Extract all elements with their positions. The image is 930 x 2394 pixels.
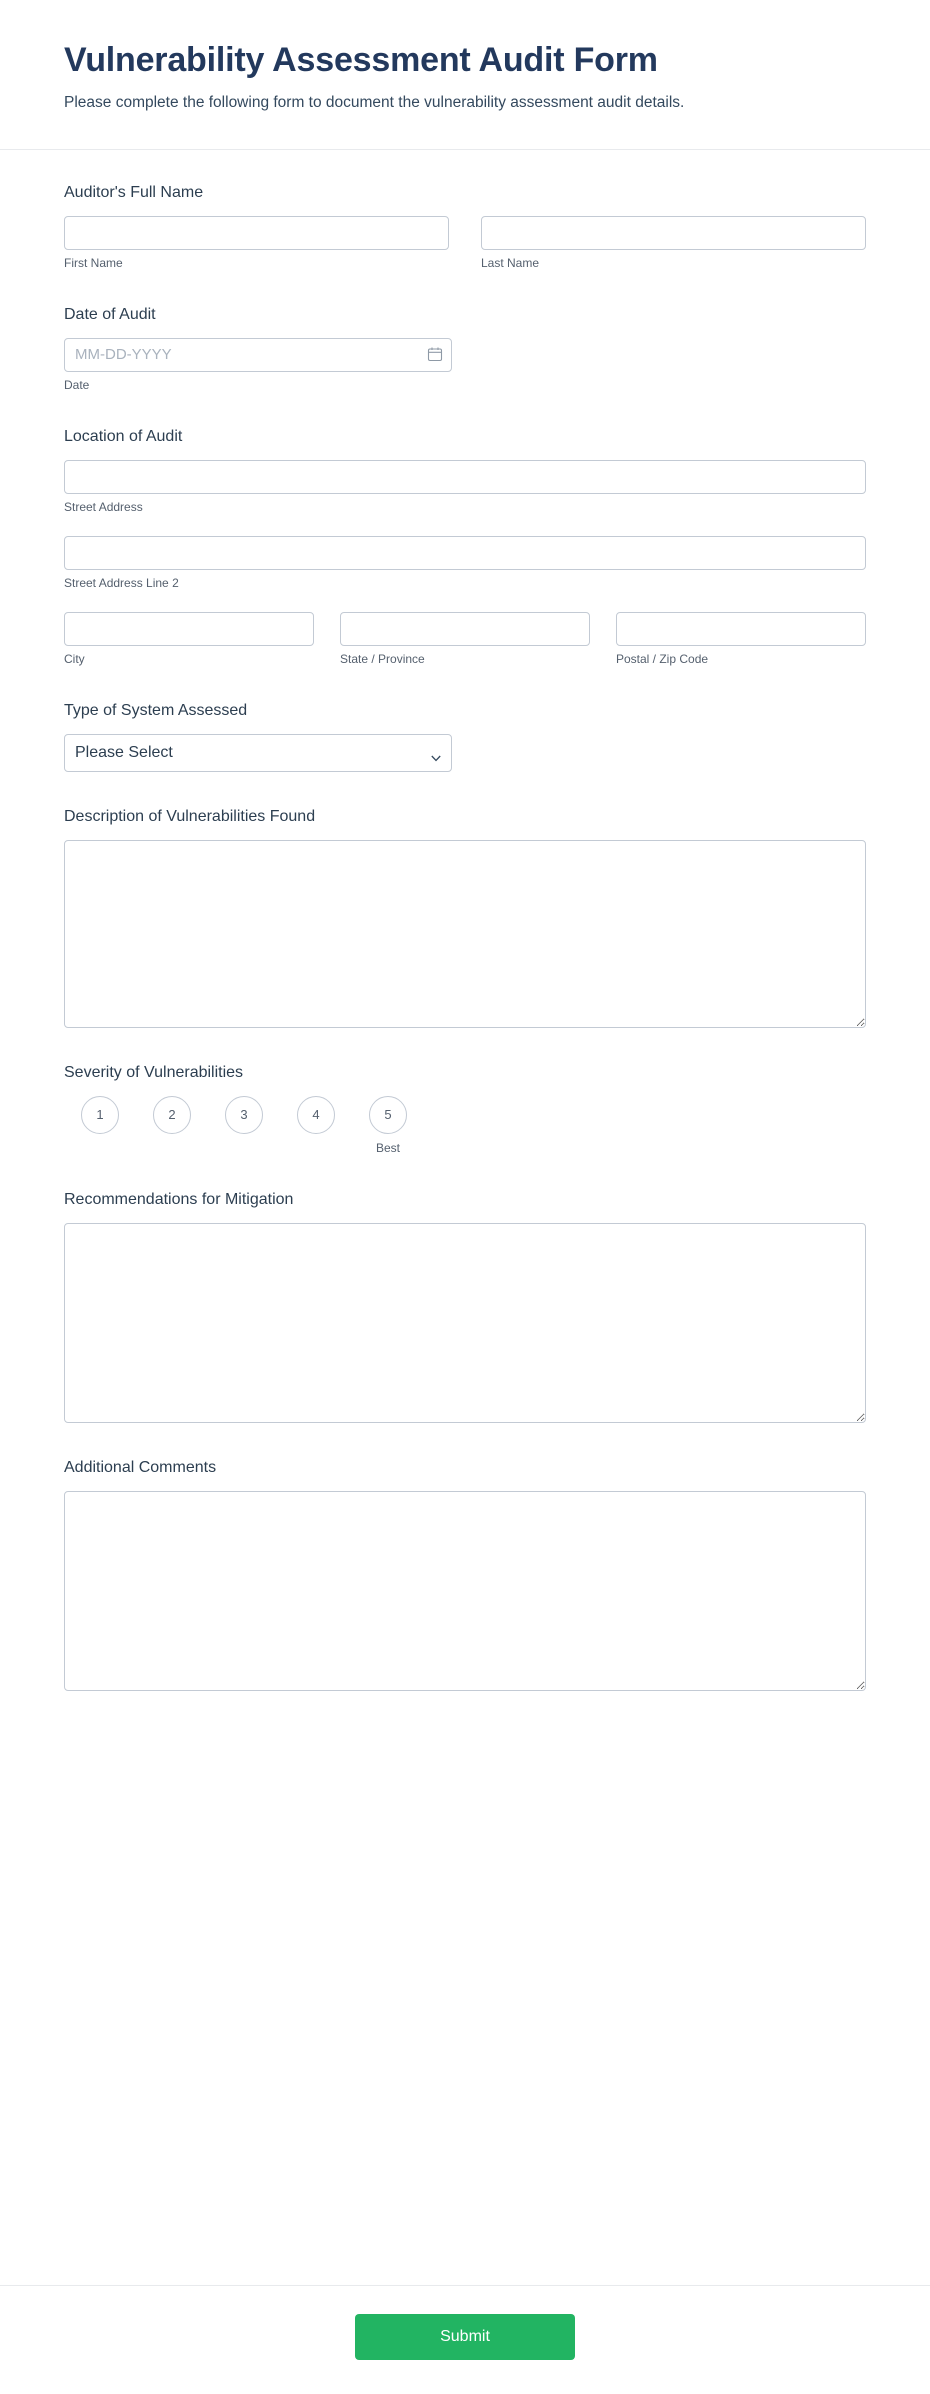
street-address-sublabel: Street Address bbox=[64, 499, 143, 514]
field-type-of-system-assessed bbox=[64, 702, 866, 772]
street-address-input[interactable] bbox=[64, 460, 866, 494]
postal-zip-input[interactable] bbox=[616, 612, 866, 646]
additional-comments-label: Additional Comments bbox=[64, 1458, 217, 1476]
city-group bbox=[64, 612, 314, 666]
postal-group bbox=[616, 612, 866, 666]
date-sublabel: Date bbox=[64, 377, 90, 392]
form-footer bbox=[0, 2285, 930, 2394]
date-of-audit-label: Date of Audit bbox=[64, 305, 156, 323]
system-type-label: Type of System Assessed bbox=[64, 701, 248, 719]
auditor-name-row bbox=[64, 216, 866, 270]
street-address-line2-input[interactable] bbox=[64, 536, 866, 570]
field-location-of-audit bbox=[64, 428, 866, 666]
postal-zip-sublabel: Postal / Zip Code bbox=[616, 651, 709, 666]
severity-scale bbox=[64, 1096, 866, 1155]
auditor-name-label: Auditor's Full Name bbox=[64, 183, 204, 201]
recommendations-label: Recommendations for Mitigation bbox=[64, 1190, 294, 1208]
last-name-input[interactable] bbox=[481, 216, 866, 250]
description-label: Description of Vulnerabilities Found bbox=[64, 807, 316, 825]
severity-option-2 bbox=[136, 1096, 208, 1155]
recommendations-textarea[interactable] bbox=[64, 1223, 866, 1423]
state-province-input[interactable] bbox=[340, 612, 590, 646]
first-name-group bbox=[64, 216, 449, 270]
first-name-input[interactable] bbox=[64, 216, 449, 250]
field-date-of-audit bbox=[64, 306, 866, 392]
field-additional-comments bbox=[64, 1459, 866, 1691]
location-label: Location of Audit bbox=[64, 427, 183, 445]
field-description-of-vulnerabilities bbox=[64, 808, 866, 1028]
form-header bbox=[0, 0, 930, 150]
severity-radio-3[interactable]: 3 bbox=[225, 1096, 263, 1134]
last-name-group bbox=[481, 216, 866, 270]
date-input[interactable] bbox=[64, 338, 452, 372]
street-address-line2-sublabel: Street Address Line 2 bbox=[64, 575, 179, 590]
state-group bbox=[340, 612, 590, 666]
additional-comments-textarea[interactable] bbox=[64, 1491, 866, 1691]
date-input-wrapper bbox=[64, 338, 452, 372]
page-title: Vulnerability Assessment Audit Form bbox=[64, 41, 658, 79]
severity-radio-2[interactable]: 2 bbox=[153, 1096, 191, 1134]
field-auditor-full-name bbox=[64, 184, 866, 270]
city-sublabel: City bbox=[64, 651, 85, 666]
system-type-select-wrapper bbox=[64, 734, 452, 772]
description-textarea[interactable] bbox=[64, 840, 866, 1028]
severity-option-1 bbox=[64, 1096, 136, 1155]
severity-option-3 bbox=[208, 1096, 280, 1155]
severity-radio-1[interactable]: 1 bbox=[81, 1096, 119, 1134]
field-severity-of-vulnerabilities bbox=[64, 1064, 866, 1155]
city-input[interactable] bbox=[64, 612, 314, 646]
severity-option-5 bbox=[352, 1096, 424, 1155]
severity-label: Severity of Vulnerabilities bbox=[64, 1063, 244, 1081]
severity-radio-4[interactable]: 4 bbox=[297, 1096, 335, 1134]
system-type-select[interactable] bbox=[64, 734, 452, 772]
first-name-sublabel: First Name bbox=[64, 255, 123, 270]
form-body bbox=[0, 150, 930, 2259]
severity-caption-5: Best bbox=[375, 1140, 400, 1155]
severity-radio-5[interactable]: 5 bbox=[369, 1096, 407, 1134]
severity-option-4 bbox=[280, 1096, 352, 1155]
submit-button[interactable]: Submit bbox=[355, 2314, 575, 2360]
city-state-postal-row bbox=[64, 612, 866, 666]
last-name-sublabel: Last Name bbox=[481, 255, 540, 270]
form-description: Please complete the following form to document the vulnerability assessment audit details. bbox=[64, 93, 685, 111]
field-recommendations-for-mitigation bbox=[64, 1191, 866, 1423]
state-province-sublabel: State / Province bbox=[340, 651, 425, 666]
